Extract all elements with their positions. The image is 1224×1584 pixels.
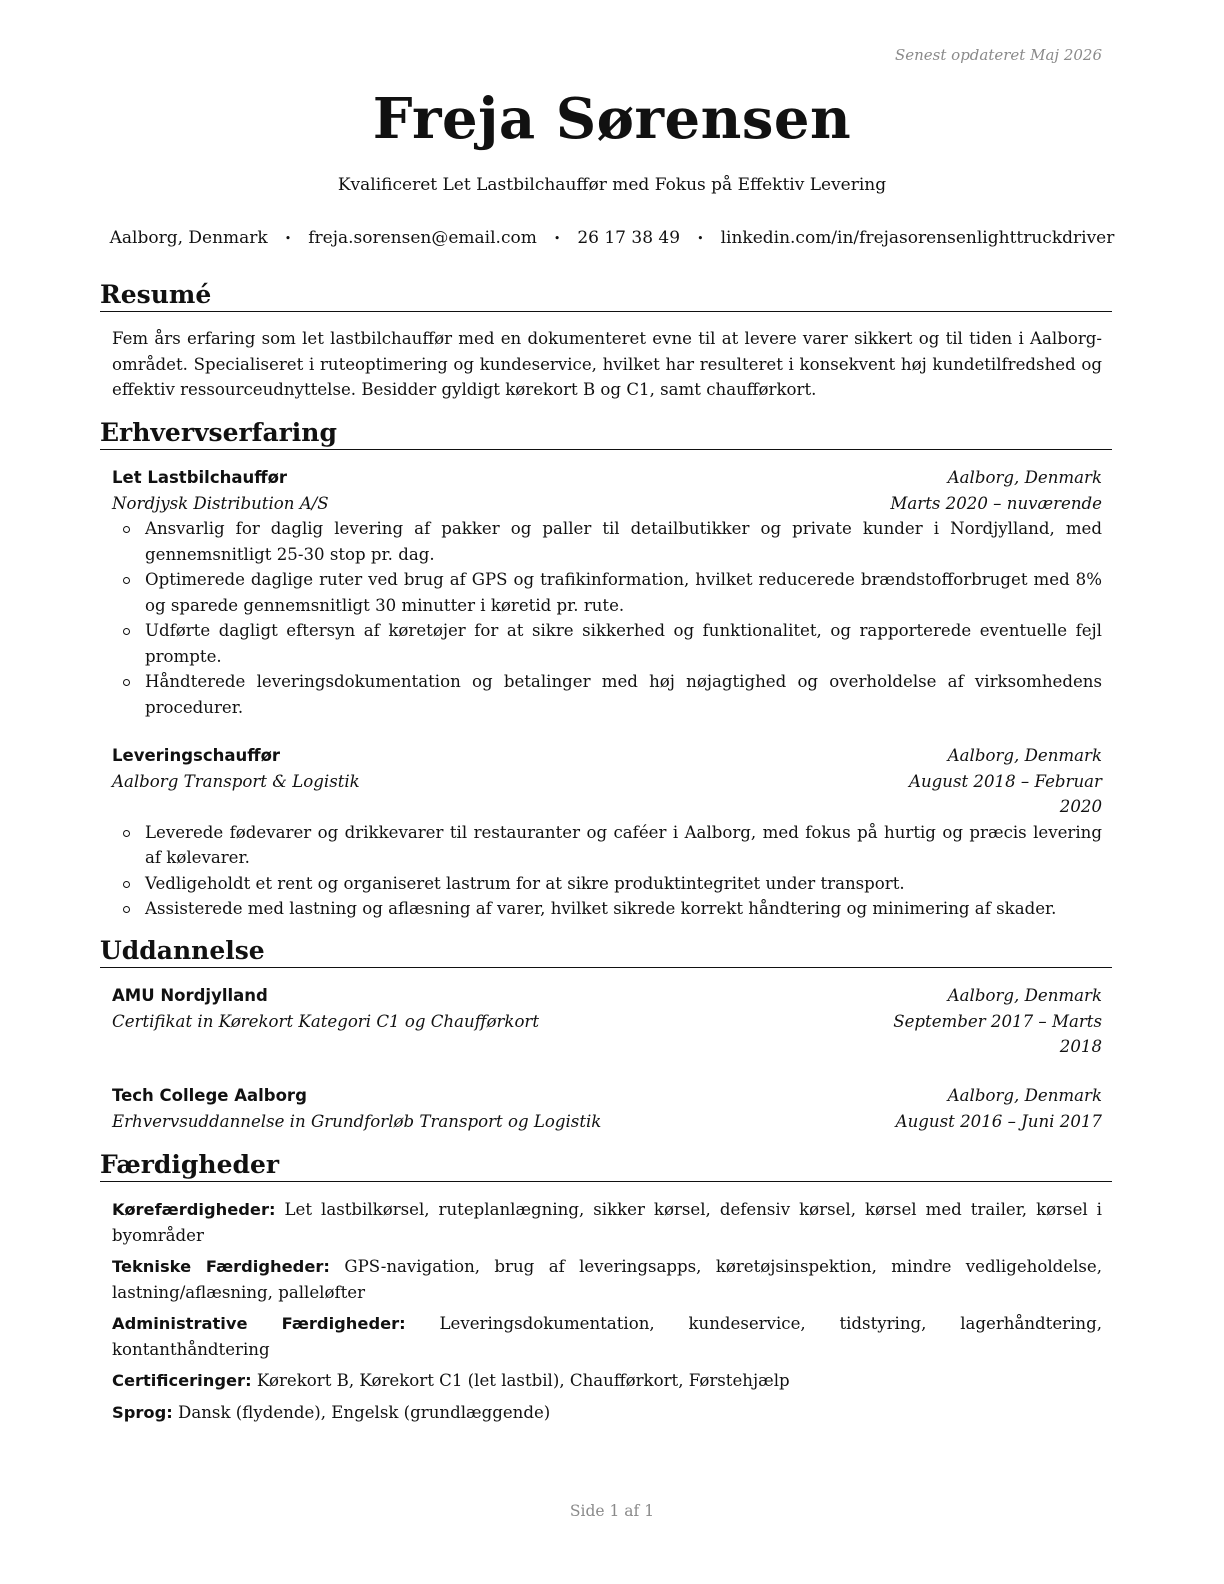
skill-label: Certificeringer:: [112, 1371, 252, 1390]
skill-line: [112, 1254, 1102, 1305]
education-entry: [112, 983, 1102, 1060]
education-dates: August 2016 – Juni 2017: [895, 1111, 1102, 1131]
school-location: Aalborg, Denmark: [947, 1086, 1102, 1105]
skill-text: Let lastbilkørsel, ruteplanlægning, sikker kørsel, defensiv kørsel, kørsel med trailer, kørsel i byområder: [112, 1200, 1102, 1245]
school-name: Tech College Aalborg: [112, 1086, 307, 1105]
summary-text: Fem års erfaring som let lastbilchauffør med en dokumenteret evne til at levere varer sikkert og til tiden i Aalborg-området. Specialiseret i ruteoptimering og kundeservice, hvilket har resulteret i konsekvent høj kundetilfredshed og effektiv ressourceudnyttelse. Besidder gyldigt kørekort B og C1, samt chaufførkort.: [112, 329, 1102, 399]
headline: Kvalificeret Let Lastbilchauffør med Fokus på Effektiv Levering: [337, 175, 887, 195]
list-item: Håndterede leveringsdokumentation og betalinger med høj nøjagtighed og overholdelse af virksomhedens procedurer.: [112, 669, 1102, 720]
skill-text: GPS-navigation, brug af leveringsapps, køretøjsinspektion, mindre vedligeholdelse, lastning/aflæsning, palleløfter: [112, 1257, 1102, 1302]
section-title-experience: Erhvervserfaring: [100, 418, 1112, 450]
school-location: Aalborg, Denmark: [947, 986, 1102, 1005]
skill-line: [112, 1400, 1102, 1426]
skills-list: [112, 1197, 1102, 1431]
list-item: Ansvarlig for daglig levering af pakker og paller til detailbutikker og private kunder i Nordjylland, med gennemsnitligt 25-30 stop pr. dag.: [112, 516, 1102, 567]
list-item: Leverede fødevarer og drikkevarer til restauranter og caféer i Aalborg, med fokus på hurtig og præcis levering af kølevarer.: [112, 820, 1102, 871]
section-title-education: Uddannelse: [100, 936, 1112, 968]
section-title-summary: Resumé: [100, 280, 1112, 312]
list-item: Vedligeholdt et rent og organiseret lastrum for at sikre produktintegritet under transport.: [112, 871, 1102, 897]
skill-text: Kørekort B, Kørekort C1 (let lastbil), Chaufførkort, Førstehjælp: [256, 1371, 790, 1390]
skill-line: [112, 1311, 1102, 1362]
job-role: Let Lastbilchauffør: [112, 468, 288, 487]
skill-line: [112, 1368, 1102, 1394]
contact-linkedin[interactable]: linkedin.com/in/frejasorensenlighttruckdriver: [720, 228, 1115, 248]
contact-phone: 26 17 38 49: [577, 228, 681, 248]
job-bullets: [112, 516, 1102, 720]
skill-text: Dansk (flydende), Engelsk (grundlæggende): [178, 1402, 551, 1422]
education-dates: September 2017 – Marts 2018: [893, 1011, 1102, 1056]
job-location: Aalborg, Denmark: [947, 746, 1102, 765]
last-updated: Senest opdateret Maj 2026: [894, 46, 1102, 64]
job-company: Aalborg Transport & Logistik: [112, 771, 360, 791]
list-item: Optimerede daglige ruter ved brug af GPS og trafikinformation, hvilket reducerede brændstofforbruget med 8% og sparede gennemsnitligt 30 minutter i køretid pr. rute.: [112, 567, 1102, 618]
job-role: Leveringschauffør: [112, 746, 281, 765]
skill-text: Leveringsdokumentation, kundeservice, tidstyring, lagerhåndtering, kontanthåndtering: [112, 1314, 1102, 1359]
job-company: Nordjysk Distribution A/S: [112, 493, 329, 513]
bullet-separator: •: [697, 231, 704, 245]
contact-line: [0, 228, 1224, 248]
bullet-separator: •: [553, 231, 561, 245]
job-dates: August 2018 – Februar 2020: [908, 771, 1102, 816]
section-title-skills: Færdigheder: [100, 1150, 1112, 1182]
job-dates: Marts 2020 – nuværende: [890, 493, 1102, 513]
job-entry: [112, 465, 1102, 720]
degree: Erhvervsuddannelse in Grundforløb Transport og Logistik: [112, 1111, 602, 1131]
skill-label: Sprog:: [112, 1402, 173, 1422]
job-location: Aalborg, Denmark: [947, 468, 1102, 487]
skill-label: Kørefærdigheder:: [112, 1200, 276, 1219]
list-item: Assisterede med lastning og aflæsning af varer, hvilket sikrede korrekt håndtering og minimering af skader.: [112, 896, 1102, 922]
contact-email[interactable]: freja.sorensen@email.com: [308, 228, 537, 248]
contact-location: Aalborg, Denmark: [109, 228, 268, 248]
job-bullets: [112, 820, 1102, 922]
candidate-name: Freja Sørensen: [372, 86, 852, 152]
skill-label: Administrative Færdigheder:: [112, 1314, 406, 1333]
education-entry: [112, 1083, 1102, 1134]
list-item: Udførte dagligt eftersyn af køretøjer for at sikre sikkerhed og funktionalitet, og rapporterede eventuelle fejl prompte.: [112, 618, 1102, 669]
page-number: Side 1 af 1: [569, 1502, 655, 1520]
skill-line: [112, 1197, 1102, 1248]
degree: Certifikat in Kørekort Kategori C1 og Chaufførkort: [112, 1011, 540, 1031]
school-name: AMU Nordjylland: [112, 986, 268, 1005]
job-entry: [112, 743, 1102, 922]
bullet-separator: •: [284, 231, 292, 245]
skill-label: Tekniske Færdigheder:: [112, 1257, 330, 1276]
